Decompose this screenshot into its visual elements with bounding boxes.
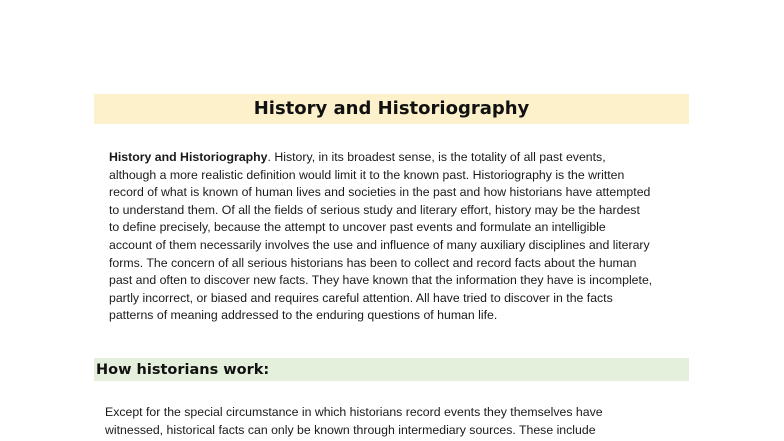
intro-line: partly incorrect, or biased and requires careful attention. All have tried to discover in the facts <box>109 290 613 305</box>
intro-line: account of them necessarily involves the use and influence of many auxiliary disciplines and literary <box>109 237 650 252</box>
intro-line-text: . History, in its broadest sense, is the totality of all past events, <box>267 150 606 164</box>
intro-line: to define precisely, because the attempt to uncover past events and formulate an intelligible <box>109 220 606 235</box>
section-line: Except for the special circumstance in which historians record events they themselves have <box>105 405 603 419</box>
intro-lead: History and Historiography <box>109 150 268 164</box>
page-title: History and Historiography <box>253 98 530 119</box>
intro-line: forms. The concern of all serious historians has been to collect and record facts about the human <box>109 255 637 270</box>
section-heading: How historians work: <box>96 362 270 378</box>
intro-paragraph <box>109 149 683 325</box>
intro-line: patterns of meaning addressed to the enduring questions of human life. <box>109 308 498 323</box>
intro-line <box>109 149 683 167</box>
section-paragraph <box>105 404 679 439</box>
intro-line: although a more realistic definition would limit it to the known past. Historiography is the written <box>109 167 625 182</box>
title-banner <box>94 94 689 124</box>
intro-line: to understand them. Of all the fields of serious study and literary effort, history may be the hardest <box>109 202 640 217</box>
section-line: witnessed, historical facts can only be known through intermediary sources. These include <box>105 422 596 437</box>
section-heading-banner <box>94 358 689 381</box>
intro-line: past and often to discover new facts. They have known that the information they have is incomplete, <box>109 273 653 288</box>
intro-line: record of what is known of human lives and societies in the past and how historians have attempted <box>109 185 651 200</box>
